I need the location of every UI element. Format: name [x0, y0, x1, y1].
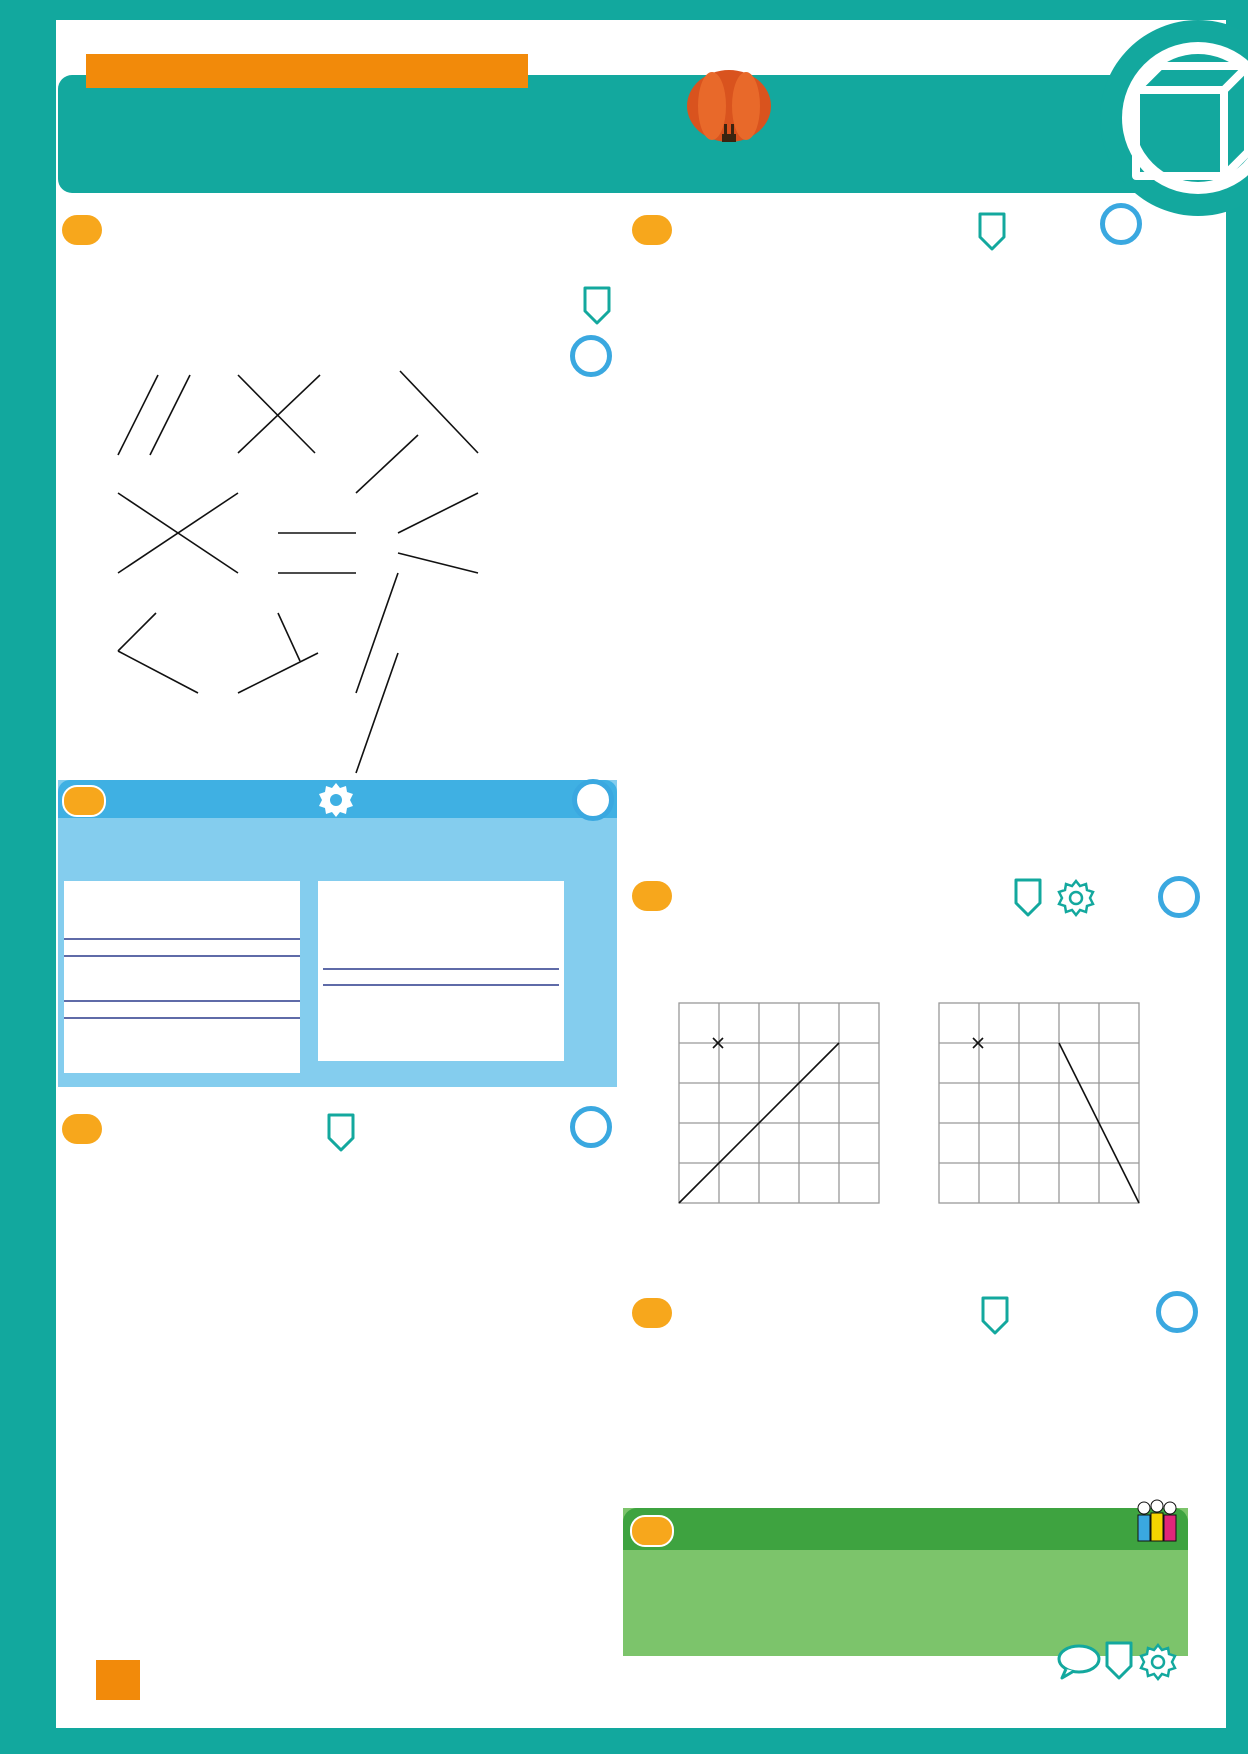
- gear-icon: [1138, 1642, 1178, 1682]
- speech-bubble-icon: [1056, 1643, 1102, 1681]
- ex6-zf-badge: [1156, 1291, 1198, 1333]
- ex7-header-bar: [623, 1508, 1188, 1550]
- gear-icon: [316, 780, 356, 820]
- cube-icon: [1098, 20, 1248, 220]
- pencil-icon: [980, 1295, 1010, 1337]
- ex5-item-1: [652, 929, 1192, 937]
- ex2-illusion-diamond: [318, 881, 564, 1061]
- chapter-label: [86, 54, 528, 88]
- pencil-icon: [1013, 877, 1043, 919]
- page-number: [96, 1660, 140, 1700]
- ex2-bf-badge: [572, 779, 614, 821]
- ex5-square-grid-left: [678, 1002, 882, 1206]
- pencil-icon: [326, 1112, 356, 1154]
- ex5-item-2: [652, 1236, 1192, 1244]
- ex2-title: [62, 785, 106, 817]
- ex3-title: [62, 1114, 102, 1144]
- pencil-icon: [582, 285, 612, 327]
- ex7-title: [630, 1515, 674, 1547]
- ex4-title: [632, 215, 672, 245]
- ex1-line-figures: [110, 355, 550, 795]
- ex5-bf-badge: [1158, 876, 1200, 918]
- ex3-bf-badge: [570, 1106, 612, 1148]
- ex2-illusion-star: [64, 881, 300, 1073]
- gear-icon: [1056, 878, 1096, 918]
- ex4-dot-grid: [622, 300, 1182, 860]
- ex5-square-grid-right: [938, 1002, 1142, 1206]
- pencil-icon: [1104, 1640, 1134, 1682]
- teamwork-icon: [1132, 1500, 1182, 1542]
- ex6-title: [632, 1298, 672, 1328]
- ex4-bf-badge: [1100, 203, 1142, 245]
- ex1-title: [62, 215, 102, 245]
- ex6-items: [652, 1344, 1192, 1352]
- pumpkin-badge-icon: [684, 24, 774, 144]
- ex5-title: [632, 881, 672, 911]
- header-banner: [58, 75, 1153, 193]
- ex1-bf-badge: [570, 335, 612, 377]
- ex3-dot-grid: [58, 1200, 618, 1660]
- pencil-icon: [977, 211, 1007, 253]
